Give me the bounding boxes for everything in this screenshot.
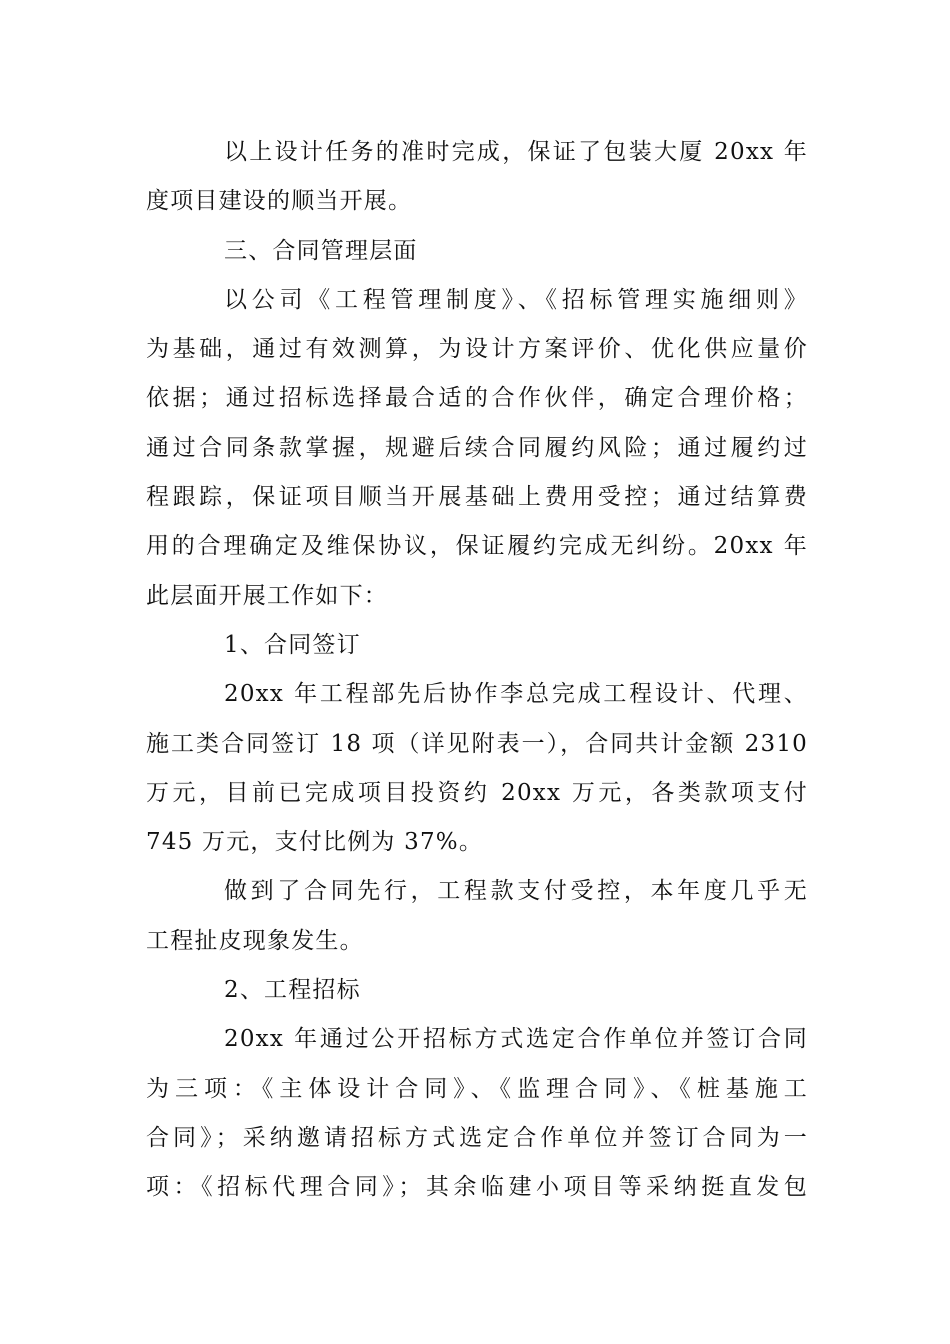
- paragraph-line: 通过合同条款掌握，规避后续合同履约风险；通过履约过: [146, 434, 808, 461]
- subsection-heading: 2、工程招标: [224, 977, 361, 1004]
- paragraph-line: 万元，目前已完成项目投资约 20xx 万元，各类款项支付: [146, 779, 808, 806]
- paragraph-line: 工程扯皮现象发生。: [146, 927, 364, 954]
- paragraph-line: 合同》；采纳邀请招标方式选定合作单位并签订合同为一: [146, 1124, 808, 1151]
- paragraph-line: 此层面开展工作如下：: [146, 582, 388, 609]
- paragraph-line: 745 万元，支付比例为 37%。: [146, 829, 484, 856]
- section-heading: 三、合同管理层面: [224, 237, 418, 264]
- paragraph-line: 程跟踪，保证项目顺当开展基础上费用受控；通过结算费: [146, 484, 808, 511]
- paragraph-line: 做到了合同先行，工程款支付受控，本年度几乎无: [224, 878, 808, 905]
- paragraph-line: 施工类合同签订 18 项（详见附表一），合同共计金额 2310: [146, 730, 808, 757]
- paragraph-line: 以上设计任务的准时完成，保证了包装大厦 20xx 年: [224, 139, 808, 165]
- paragraph-line: 用的合理确定及维保协议，保证履约完成无纠纷。20xx 年: [146, 533, 808, 560]
- paragraph-line: 项：《招标代理合同》；其余临建小项目等采纳挺直发包: [146, 1174, 808, 1201]
- document-body: [146, 128, 808, 1213]
- paragraph-line: 以公司《工程管理制度》、《招标管理实施细则》: [224, 286, 808, 313]
- paragraph-line: 依据；通过招标选择最合适的合作伙伴，确定合理价格；: [146, 385, 808, 412]
- paragraph-line: 20xx 年工程部先后协作李总完成工程设计、代理、: [224, 681, 808, 708]
- paragraph-line: 度项目建设的顺当开展。: [146, 188, 413, 215]
- paragraph-line: 为基础，通过有效测算，为设计方案评价、优化供应量价: [146, 336, 808, 363]
- paragraph-line: 20xx 年通过公开招标方式选定合作单位并签订合同: [224, 1026, 808, 1053]
- subsection-heading: 1、合同签订: [224, 631, 361, 658]
- paragraph-line: 为三项：《主体设计合同》、《监理合同》、《桩基施工: [146, 1075, 808, 1102]
